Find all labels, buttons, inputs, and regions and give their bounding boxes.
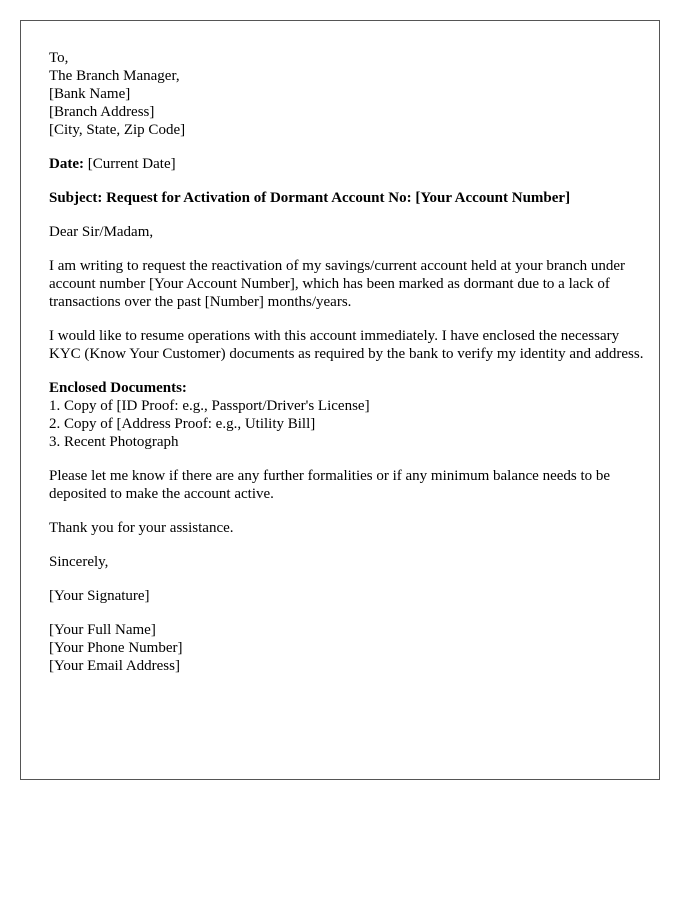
letter-body <box>49 49 645 691</box>
recipient-line-title: The Branch Manager, <box>49 68 180 84</box>
sender-email: [Your Email Address] <box>49 658 180 674</box>
sender-name: [Your Full Name] <box>49 622 156 638</box>
date-line <box>49 155 645 173</box>
letter-page <box>20 20 660 780</box>
sender-details <box>49 621 645 675</box>
enclosed-heading: Enclosed Documents: <box>49 380 187 396</box>
paragraph-reactivation: I am writing to request the reactivation of my savings/current account held at your branch under account number [Your Account Number], which has been marked as dormant due to a lack of transactions over the past [Number] months/years. <box>49 258 626 310</box>
subject-line: Subject: Request for Activation of Dormant Account No: [Your Account Number] <box>49 190 571 206</box>
enclosed-item: 3. Recent Photograph <box>49 434 179 450</box>
salutation: Dear Sir/Madam, <box>49 224 154 240</box>
sender-phone: [Your Phone Number] <box>49 640 183 656</box>
paragraph-formalities: Please let me know if there are any further formalities or if any minimum balance needs to be deposited to make the account active. <box>49 468 611 502</box>
enclosed-documents <box>49 379 645 451</box>
recipient-line-branch: [Branch Address] <box>49 104 155 120</box>
recipient-line-city: [City, State, Zip Code] <box>49 122 186 138</box>
recipient-address <box>49 49 645 139</box>
signoff: Sincerely, <box>49 554 109 570</box>
enclosed-item: 2. Copy of [Address Proof: e.g., Utility Bill] <box>49 416 316 432</box>
signature-placeholder: [Your Signature] <box>49 588 150 604</box>
recipient-line-bank: [Bank Name] <box>49 86 131 102</box>
paragraph-kyc: I would like to resume operations with this account immediately. I have enclosed the necessary KYC (Know Your Customer) documents as required by the bank to verify my identity and address. <box>49 328 644 362</box>
enclosed-item: 1. Copy of [ID Proof: e.g., Passport/Driver's License] <box>49 398 370 414</box>
thanks-line: Thank you for your assistance. <box>49 520 234 536</box>
date-label: Date: <box>49 156 84 172</box>
recipient-line-to: To, <box>49 50 69 66</box>
date-value: [Current Date] <box>87 156 176 172</box>
